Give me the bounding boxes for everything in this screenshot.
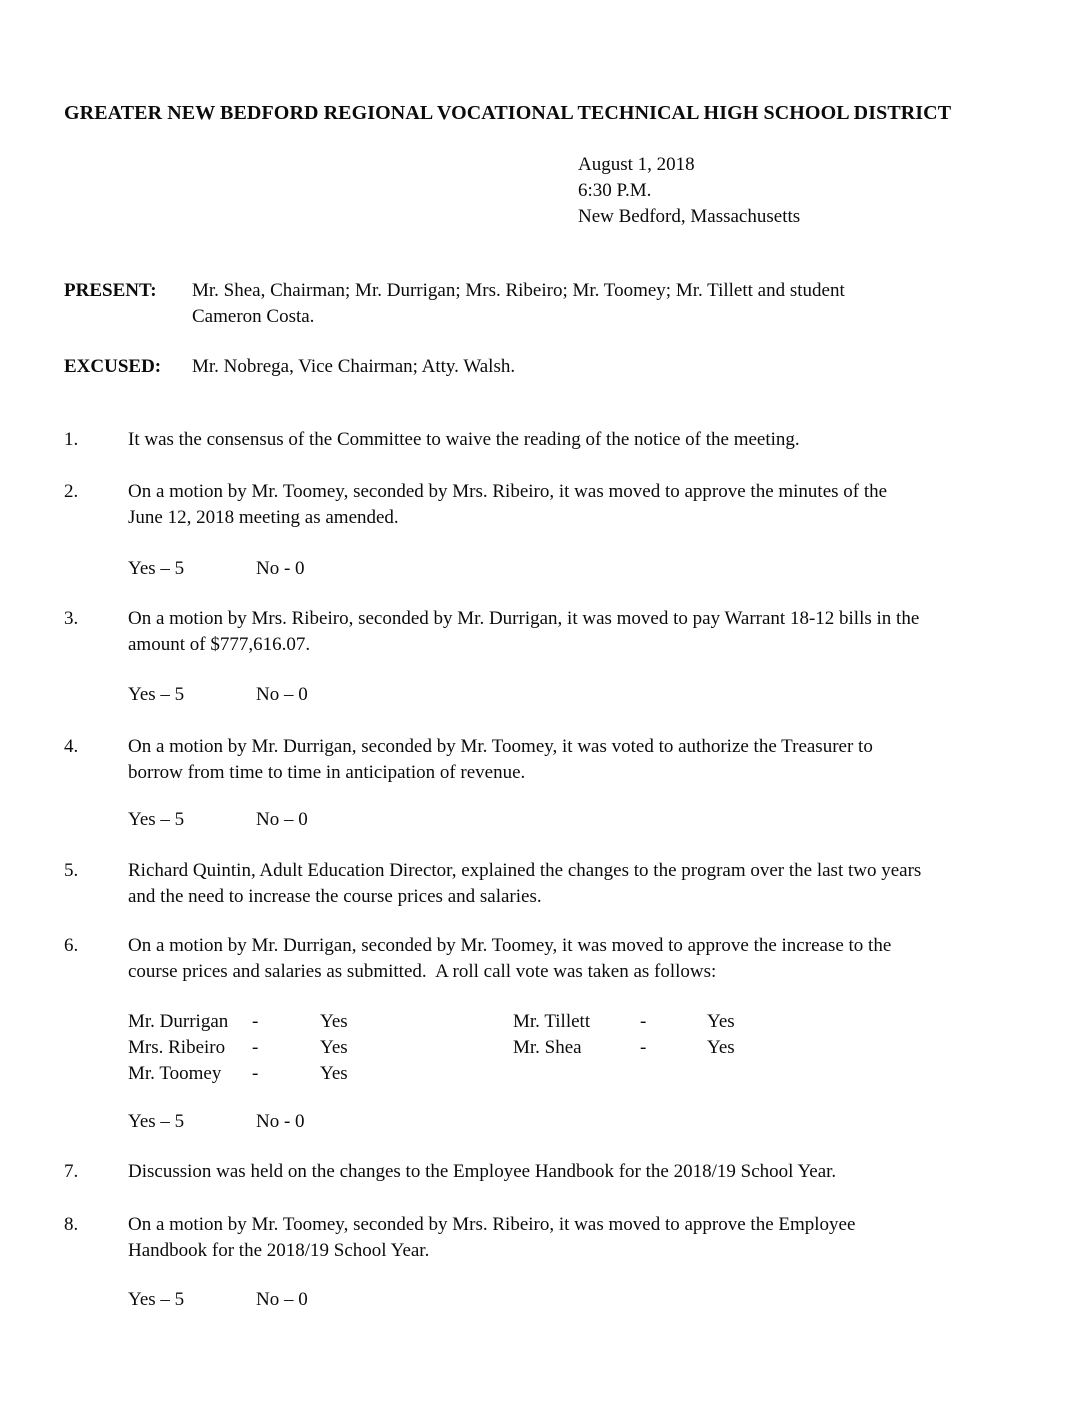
present-label: PRESENT: — [64, 280, 157, 301]
item-number: 7. — [64, 1161, 79, 1182]
roll-call-name — [513, 1061, 640, 1087]
vote-tally-item-8 — [128, 1287, 308, 1313]
minutes-item-1 — [64, 427, 1048, 453]
item-text — [128, 1159, 1048, 1185]
minutes-item-2 — [64, 479, 1048, 531]
item-text-line: Handbook for the 2018/19 School Year. — [128, 1240, 430, 1261]
vote-no-count: No – 0 — [256, 684, 308, 705]
item-text-line: It was the consensus of the Committee to waive the reading of the notice of the meeting. — [128, 429, 800, 450]
roll-call-dash: - — [640, 1037, 647, 1058]
item-text-line: borrow from time to time in anticipation of revenue. — [128, 762, 526, 783]
roll-call-name: Mr. Shea — [513, 1037, 582, 1058]
excused-label: EXCUSED: — [64, 356, 162, 377]
vote-yes-count: Yes – 5 — [128, 809, 185, 830]
minutes-item-6 — [64, 933, 1048, 985]
item-number: 1. — [64, 429, 79, 450]
present-names — [192, 278, 1048, 330]
item-text-line: On a motion by Mr. Durrigan, seconded by Mr. Toomey, it was voted to authorize the Treasurer to — [128, 736, 873, 757]
item-text-line: course prices and salaries as submitted. A roll call vote was taken as follows: — [128, 961, 717, 982]
minutes-item-8 — [64, 1212, 1048, 1264]
item-text — [128, 479, 1048, 531]
minutes-item-5 — [64, 858, 1048, 910]
item-text — [128, 734, 1048, 786]
vote-tally-item-6 — [128, 1109, 305, 1135]
present-names-line: Mr. Shea, Chairman; Mr. Durrigan; Mrs. Ribeiro; Mr. Toomey; Mr. Tillett and student — [192, 280, 845, 301]
excused-names-line: Mr. Nobrega, Vice Chairman; Atty. Walsh. — [192, 356, 516, 377]
item-number: 2. — [64, 481, 79, 502]
roll-call-dash: - — [252, 1011, 259, 1032]
roll-call-vote — [707, 1061, 735, 1087]
roll-call-name: Mr. Toomey — [128, 1063, 222, 1084]
item-text — [128, 858, 1048, 910]
item-text-line: On a motion by Mr. Durrigan, seconded by Mr. Toomey, it was moved to approve the increase to the — [128, 935, 892, 956]
excused-names — [192, 354, 1048, 380]
minutes-item-3 — [64, 606, 1048, 658]
vote-yes-count: Yes – 5 — [128, 1111, 185, 1132]
roll-call-dash — [640, 1061, 707, 1087]
meeting-date: August 1, 2018 — [578, 154, 695, 175]
item-text-line: June 12, 2018 meeting as amended. — [128, 507, 399, 528]
meeting-location: New Bedford, Massachusetts — [578, 206, 801, 227]
item-text-line: On a motion by Mrs. Ribeiro, seconded by Mr. Durrigan, it was moved to pay Warrant 18-12 bills in the — [128, 608, 920, 629]
vote-tally-item-3 — [128, 682, 308, 708]
vote-tally-item-2 — [128, 556, 305, 582]
item-text — [128, 427, 1048, 453]
item-text-line: Discussion was held on the changes to the Employee Handbook for the 2018/19 School Year. — [128, 1161, 837, 1182]
item-number: 6. — [64, 935, 79, 956]
item-number: 8. — [64, 1214, 79, 1235]
meeting-time: 6:30 P.M. — [578, 180, 652, 201]
item-text-line: On a motion by Mr. Toomey, seconded by Mrs. Ribeiro, it was moved to approve the minutes of the — [128, 481, 888, 502]
vote-no-count: No - 0 — [256, 558, 305, 579]
roll-call-row — [128, 1009, 735, 1035]
item-number: 3. — [64, 608, 79, 629]
vote-yes-count: Yes – 5 — [128, 1289, 185, 1310]
roll-call-name: Mrs. Ribeiro — [128, 1037, 226, 1058]
vote-yes-count: Yes – 5 — [128, 684, 185, 705]
item-text — [128, 606, 1048, 658]
item-text — [128, 933, 1048, 985]
vote-tally-item-4 — [128, 807, 308, 833]
item-text-line: Richard Quintin, Adult Education Director, explained the changes to the program over the last two years — [128, 860, 922, 881]
roll-call-vote: Yes — [320, 1063, 348, 1084]
minutes-item-4 — [64, 734, 1048, 786]
roll-call-table — [128, 1009, 735, 1087]
roll-call-row — [128, 1035, 735, 1061]
roll-call-vote: Yes — [320, 1011, 348, 1032]
roll-call-dash: - — [252, 1063, 259, 1084]
roll-call-vote: Yes — [707, 1037, 735, 1058]
roll-call-name: Mr. Durrigan — [128, 1011, 229, 1032]
vote-yes-count: Yes – 5 — [128, 558, 185, 579]
item-text-line: amount of $777,616.07. — [128, 634, 311, 655]
item-text-line: On a motion by Mr. Toomey, seconded by Mrs. Ribeiro, it was moved to approve the Employee — [128, 1214, 856, 1235]
present-names-line: Cameron Costa. — [192, 306, 315, 327]
roll-call-dash: - — [640, 1011, 647, 1032]
vote-no-count: No – 0 — [256, 809, 308, 830]
roll-call-vote: Yes — [707, 1011, 735, 1032]
item-text-line: and the need to increase the course prices and salaries. — [128, 886, 542, 907]
page-title: GREATER NEW BEDFORD REGIONAL VOCATIONAL TECHNICAL HIGH SCHOOL DISTRICT — [64, 102, 952, 124]
excused-row — [64, 354, 1048, 380]
vote-no-count: No - 0 — [256, 1111, 305, 1132]
present-row — [64, 278, 1048, 330]
roll-call-row — [128, 1061, 735, 1087]
meeting-info-block — [578, 152, 800, 230]
item-number: 4. — [64, 736, 79, 757]
roll-call-name: Mr. Tillett — [513, 1011, 591, 1032]
item-number: 5. — [64, 860, 79, 881]
roll-call-dash: - — [252, 1037, 259, 1058]
minutes-item-7 — [64, 1159, 1048, 1185]
item-text — [128, 1212, 1048, 1264]
roll-call-vote: Yes — [320, 1037, 348, 1058]
vote-no-count: No – 0 — [256, 1289, 308, 1310]
